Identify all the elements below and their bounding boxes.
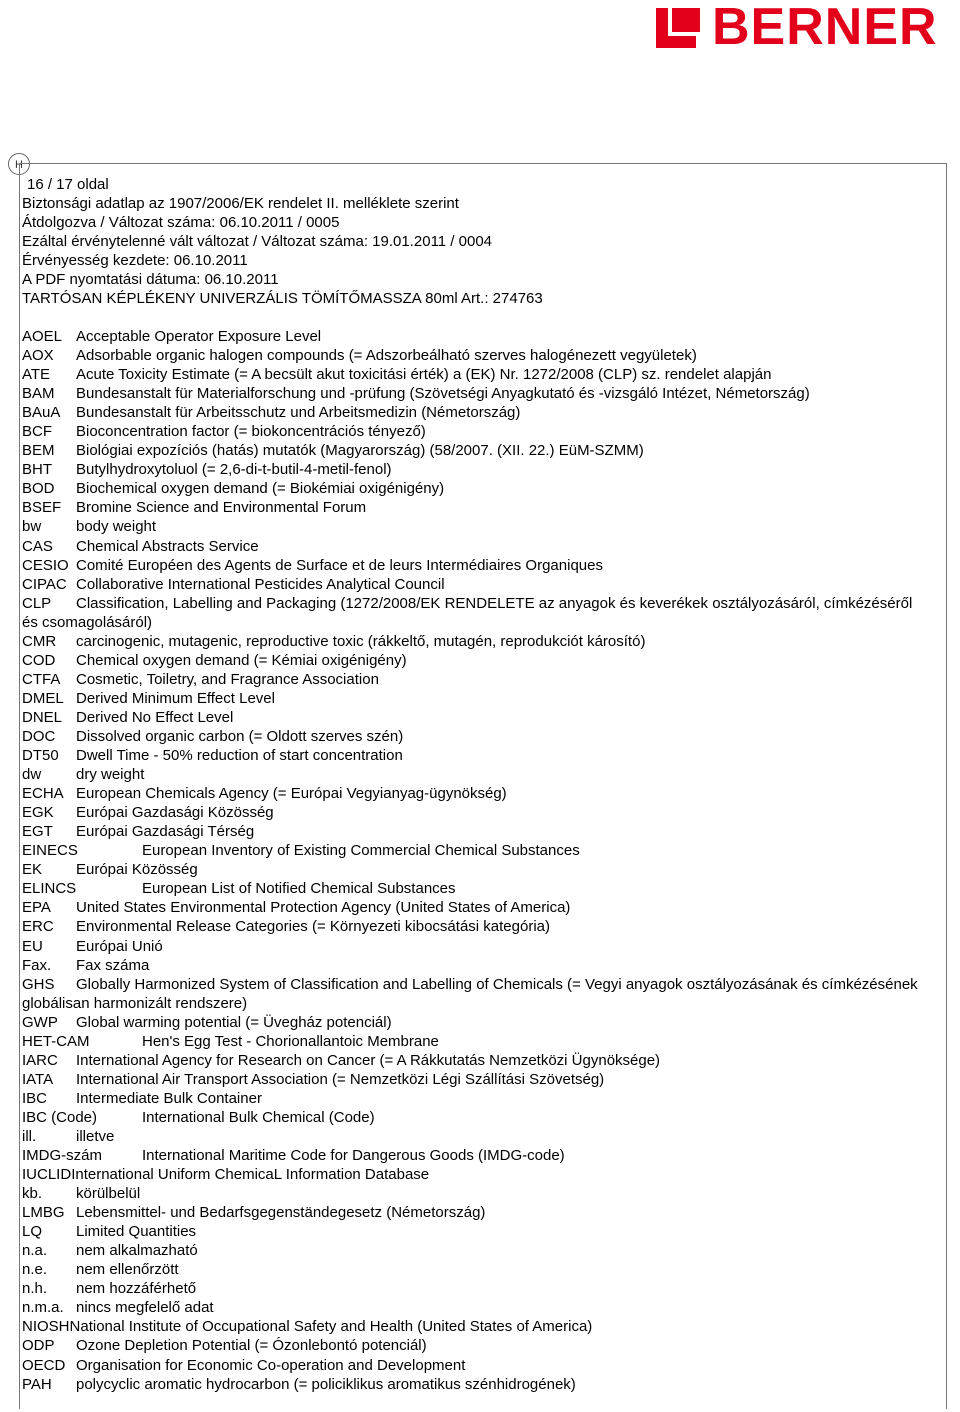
abbreviation-term: NIOSH <box>22 1318 70 1336</box>
abbreviation-definition: National Institute of Occupational Safety and Health (United States of America) <box>69 1318 593 1336</box>
abbreviation-row <box>22 1222 922 1241</box>
abbreviation-definition: Európai Közösség <box>76 861 198 879</box>
abbreviation-term: AOEL <box>22 328 63 345</box>
abbreviation-row <box>22 1356 922 1375</box>
abbreviation-definition: carcinogenic, mutagenic, reproductive toxic (rákkeltő, mutagén, reprodukciót károsító) <box>76 632 646 650</box>
abbreviation-definition: Intermediate Bulk Container <box>76 1089 262 1107</box>
abbreviation-term: HET-CAM <box>22 1032 90 1050</box>
abbreviation-row <box>22 1336 922 1355</box>
abbreviation-row <box>22 441 922 460</box>
abbreviation-term: BHT <box>22 461 52 479</box>
abbreviation-definition: Acute Toxicity Estimate (= A becsült akut toxicitási érték) a (EK) Nr. 1272/2008 (CLP) sz. rendelet alapján <box>76 366 772 384</box>
abbreviation-definition: Fax száma <box>76 956 150 974</box>
abbreviation-row <box>22 784 922 803</box>
berner-logo <box>656 2 960 54</box>
abbreviation-term: GHS <box>22 975 55 993</box>
abbreviation-definition: Biochemical oxygen demand (= Biokémiai oxigénigény) <box>76 480 445 498</box>
abbreviation-definition: Hen's Egg Test - Chorionallantoic Membrane <box>142 1032 439 1050</box>
abbreviation-row <box>22 1013 922 1032</box>
abbreviation-definition: Lebensmittel- und Bedarfsgegenständegesetz (Németország) <box>76 1204 486 1222</box>
abbreviation-term: CTFA <box>22 670 61 688</box>
abbreviation-term: ECHA <box>22 785 64 803</box>
abbreviation-row <box>22 1260 922 1279</box>
abbreviation-row <box>22 898 922 917</box>
abbreviation-term: n.m.a. <box>22 1299 64 1317</box>
abbreviation-term: CLP <box>22 594 52 612</box>
abbreviation-term: OECD <box>22 1356 66 1374</box>
abbreviation-definition: European List of Notified Chemical Substances <box>142 880 456 898</box>
abbreviation-term: ODP <box>22 1337 55 1355</box>
abbreviation-row <box>22 594 922 632</box>
abbreviation-row <box>22 1127 922 1146</box>
abbreviation-definition: International Uniform ChemicaL Information Database <box>71 1166 430 1184</box>
abbreviation-row <box>22 956 922 975</box>
abbreviation-row <box>22 460 922 479</box>
abbreviation-term: COD <box>22 651 56 669</box>
abbreviation-row <box>22 841 922 860</box>
abbreviation-row <box>22 1184 922 1203</box>
abbreviation-term: bw <box>22 518 42 536</box>
abbreviation-term: kb. <box>22 1185 43 1203</box>
abbreviation-definition: Limited Quantities <box>76 1223 197 1241</box>
abbreviation-row <box>22 1070 922 1089</box>
abbreviation-row <box>22 765 922 784</box>
abbreviation-term: GWP <box>22 1013 58 1031</box>
abbreviation-row <box>22 1108 922 1127</box>
abbreviation-definition: Európai Unió <box>76 937 163 955</box>
abbreviation-term: ill. <box>22 1127 37 1145</box>
header-line-1: Biztonsági adatlap az 1907/2006/EK rendelet II. melléklete szerint <box>22 195 459 212</box>
abbreviation-definition: körülbelül <box>76 1185 141 1203</box>
abbreviation-definition: Cosmetic, Toiletry, and Fragrance Association <box>76 670 379 688</box>
abbreviation-term: LQ <box>22 1223 43 1241</box>
abbreviation-row <box>22 727 922 746</box>
abbreviation-term: LMBG <box>22 1204 65 1222</box>
abbreviation-term: BOD <box>22 480 55 498</box>
abbreviation-definition: Global warming potential (= Üvegház potenciál) <box>76 1013 392 1031</box>
abbreviation-definition: Derived No Effect Level <box>76 708 234 726</box>
abbreviation-row <box>22 860 922 879</box>
abbreviation-row <box>22 822 922 841</box>
abbreviation-row <box>22 422 922 441</box>
product-title: TARTÓSAN KÉPLÉKENY UNIVERZÁLIS TÖMÍTŐMASSZA 80ml Art.: 274763 <box>22 290 543 307</box>
abbreviation-row <box>22 365 922 384</box>
abbreviation-row <box>22 917 922 936</box>
abbreviation-row <box>22 1146 922 1165</box>
abbreviation-term: EU <box>22 937 43 955</box>
abbreviation-row <box>22 327 922 346</box>
abbreviation-definition: Adsorbable organic halogen compounds (= Adszorbeálható szerves halogénezett vegyületek) <box>76 347 697 365</box>
abbreviation-row <box>22 1032 922 1051</box>
abbreviation-term: EPA <box>22 899 51 917</box>
abbreviation-term: BSEF <box>22 499 62 517</box>
header-line-3: Ezáltal érvénytelenné vált változat / Változat száma: 19.01.2011 / 0004 <box>22 233 493 250</box>
abbreviation-term: IBC <box>22 1089 48 1107</box>
abbreviation-term: BEM <box>22 442 55 460</box>
abbreviation-term: DNEL <box>22 708 63 726</box>
abbreviation-definition: Ozone Depletion Potential (= Ózonlebontó potenciál) <box>76 1337 427 1355</box>
abbreviation-definition: Classification, Labelling and Packaging (1272/2008/EK RENDELETE az anyagok és keverékek osztályozásáról, címkézéséről és csomagolásáról) <box>22 594 913 631</box>
abbreviation-row <box>22 1051 922 1070</box>
abbreviation-term: CAS <box>22 537 53 555</box>
abbreviation-definition: nem hozzáférhető <box>76 1280 197 1298</box>
abbreviation-definition: European Inventory of Existing Commercial Chemical Substances <box>142 842 580 860</box>
abbreviation-row <box>22 879 922 898</box>
abbreviation-term: n.e. <box>22 1261 48 1279</box>
berner-logo-mark-icon <box>656 4 704 52</box>
abbreviation-term: PAH <box>22 1375 52 1393</box>
abbreviation-definition: Comité Européen des Agents de Surface et de leurs Intermédiaires Organiques <box>76 556 603 574</box>
header-line-4: Érvényesség kezdete: 06.10.2011 <box>22 252 248 269</box>
abbreviation-definition: Acceptable Operator Exposure Level <box>76 328 322 345</box>
abbreviation-row <box>22 1089 922 1108</box>
page-number: 16 / 17 oldal <box>27 176 109 193</box>
abbreviation-definition: International Agency for Research on Cancer (= A Rákkutatás Nemzetközi Ügynöksége) <box>76 1051 661 1069</box>
abbreviation-definition: Európai Gazdasági Térség <box>76 823 255 841</box>
abbreviation-term: IATA <box>22 1070 54 1088</box>
abbreviation-term: IUCLID <box>22 1166 72 1184</box>
abbreviation-term: DOC <box>22 727 56 745</box>
abbreviation-row <box>22 479 922 498</box>
abbreviation-definition: Chemical oxygen demand (= Kémiai oxigénigény) <box>76 651 407 669</box>
abbreviation-row <box>22 498 922 517</box>
brand-name: BERNER <box>712 0 938 56</box>
abbreviation-row <box>22 575 922 594</box>
abbreviation-row <box>22 517 922 536</box>
abbreviation-definition: Bioconcentration factor (= biokoncentrációs tényező) <box>76 423 426 441</box>
document-header <box>22 175 543 308</box>
abbreviation-definition: Bundesanstalt für Arbeitsschutz und Arbeitsmedizin (Németország) <box>76 404 521 422</box>
abbreviation-row <box>22 803 922 822</box>
abbreviation-definition: nem alkalmazható <box>76 1242 198 1260</box>
abbreviation-term: CIPAC <box>22 575 67 593</box>
abbreviation-term: IMDG-szám <box>22 1147 102 1165</box>
abbreviation-term: ELINCS <box>22 880 77 898</box>
abbreviation-definition: Biológiai expozíciós (hatás) mutatók (Magyarország) (58/2007. (XII. 22.) EüM-SZMM) <box>76 442 644 460</box>
abbreviation-definition: Bundesanstalt für Materialforschung und -prüfung (Szövetségi Anyagkutató és -vizsgáló Intézet, Németország) <box>76 385 810 403</box>
header-line-5: A PDF nyomtatási dátuma: 06.10.2011 <box>22 271 279 288</box>
abbreviation-term: IBC (Code) <box>22 1108 98 1126</box>
abbreviation-definition: Európai Gazdasági Közösség <box>76 804 274 822</box>
abbreviation-term: CESIO <box>22 556 69 574</box>
abbreviation-row <box>22 384 922 403</box>
abbreviation-definition: illetve <box>76 1127 115 1145</box>
abbreviation-row <box>22 403 922 422</box>
abbreviation-definition: polycyclic aromatic hydrocarbon (= policiklikus aromatikus szénhidrogének) <box>76 1375 576 1393</box>
abbreviation-definition: Butylhydroxytoluol (= 2,6-di-t-butil-4-metil-fenol) <box>76 461 392 479</box>
abbreviation-definition: International Maritime Code for Dangerous Goods (IMDG-code) <box>142 1147 565 1165</box>
abbreviation-term: ERC <box>22 918 54 936</box>
abbreviation-term: EINECS <box>22 842 78 860</box>
abbreviation-row <box>22 670 922 689</box>
abbreviation-row <box>22 651 922 670</box>
abbreviation-definition: Bromine Science and Environmental Forum <box>76 499 367 517</box>
abbreviation-term: BAuA <box>22 404 61 422</box>
abbreviation-definition: nincs megfelelő adat <box>76 1299 214 1317</box>
abbreviation-term: AOX <box>22 347 54 365</box>
abbreviation-term: BCF <box>22 423 52 441</box>
header-line-2: Átdolgozva / Változat száma: 06.10.2011 / 0005 <box>22 214 340 231</box>
abbreviation-row <box>22 975 922 1013</box>
abbreviation-row <box>22 746 922 765</box>
abbreviation-definition: Environmental Release Categories (= Környezeti kibocsátási kategória) <box>76 918 550 936</box>
abbreviation-definition: nem ellenőrzött <box>76 1261 179 1279</box>
abbreviation-definition: Globally Harmonized System of Classification and Labelling of Chemicals (= Vegyi anyagok osztályozásának és címkézésének globálisan harmonizált rendszere) <box>22 975 918 1012</box>
abbreviation-row <box>22 346 922 365</box>
abbreviation-term: dw <box>22 766 42 784</box>
abbreviation-term: EGT <box>22 823 53 841</box>
abbreviation-row <box>22 1279 922 1298</box>
abbreviation-row <box>22 937 922 956</box>
abbreviation-definition: dry weight <box>76 766 145 784</box>
abbreviation-definition: Dwell Time - 50% reduction of start concentration <box>76 747 403 765</box>
abbreviation-term: DMEL <box>22 689 64 707</box>
abbreviation-row <box>22 1203 922 1222</box>
abbreviation-definition: International Bulk Chemical (Code) <box>142 1108 375 1126</box>
abbreviation-definition: Chemical Abstracts Service <box>76 537 259 555</box>
abbreviation-term: DT50 <box>22 747 59 765</box>
abbreviation-term: BAM <box>22 385 55 403</box>
abbreviation-row <box>22 1241 922 1260</box>
abbreviation-row <box>22 1165 922 1184</box>
abbreviation-definition: Organisation for Economic Co-operation and Development <box>76 1356 466 1374</box>
abbreviation-definition: European Chemicals Agency (= Európai Vegyianyag-ügynökség) <box>76 785 507 803</box>
abbreviation-row <box>22 708 922 727</box>
abbreviation-term: Fax. <box>22 956 52 974</box>
abbreviation-term: IARC <box>22 1051 58 1069</box>
abbreviation-definition: United States Environmental Protection Agency (United States of America) <box>76 899 571 917</box>
abbreviation-row <box>22 632 922 651</box>
abbreviation-definition: Derived Minimum Effect Level <box>76 689 275 707</box>
abbreviation-definition: body weight <box>76 518 157 536</box>
abbreviation-row <box>22 537 922 556</box>
abbreviation-definition: Dissolved organic carbon (= Oldott szerves szén) <box>76 727 404 745</box>
abbreviation-term: ATE <box>22 366 51 384</box>
abbreviation-row <box>22 1298 922 1317</box>
abbreviation-row <box>22 1317 922 1336</box>
abbreviation-row <box>22 689 922 708</box>
abbreviation-definition: International Air Transport Association (= Nemzetközi Légi Szállítási Szövetség) <box>76 1070 605 1088</box>
abbreviation-term: EGK <box>22 804 54 822</box>
abbreviation-row <box>22 1375 922 1394</box>
abbreviation-term: n.a. <box>22 1242 48 1260</box>
country-code-badge: H <box>8 153 30 175</box>
abbreviation-definition: Collaborative International Pesticides Analytical Council <box>76 575 445 593</box>
abbreviation-row <box>22 556 922 575</box>
abbreviations-list <box>22 327 922 1394</box>
abbreviation-term: CMR <box>22 632 57 650</box>
abbreviation-term: n.h. <box>22 1280 48 1298</box>
abbreviation-term: EK <box>22 861 43 879</box>
